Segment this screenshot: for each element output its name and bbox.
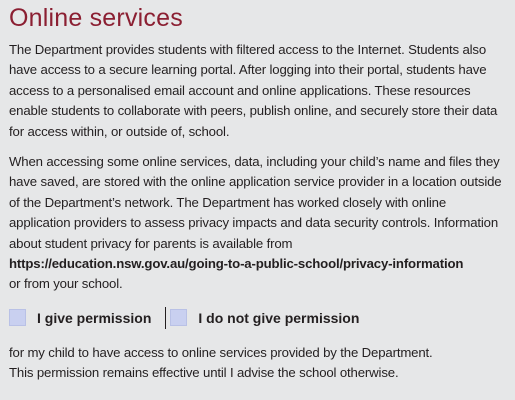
permission-statement-line-1: for my child to have access to online services provided by the Department. [9, 344, 433, 360]
privacy-information-link[interactable]: https://​education.nsw.gov.au/going-to-a-public-school/privacy-information [9, 256, 464, 272]
permission-statement-line-2: This permission remains effective until I advise the school otherwise. [9, 365, 399, 381]
option-divider [165, 307, 166, 329]
privacy-paragraph [9, 152, 506, 295]
privacy-paragraph-text: When accessing some online services, data, including your child’s name and files they have saved, are stored with the online application service provider in a location outside of the Department’s network. The Department has worked closely with online application providers to assess privacy impacts and data security controls. Information about student privacy for parents is available from [9, 154, 502, 251]
permission-options [9, 307, 506, 329]
intro-paragraph: The Department provides students with filtered access to the Internet. Students also have access to a secure learning portal. After logging into their portal, students have access to a personalised email account and online applications. These resources enable students to collaborate with peers, publish online, and securely store their data for access within, or outside of, school. [9, 42, 498, 139]
permission-statement [9, 343, 506, 384]
deny-permission-checkbox[interactable] [170, 309, 187, 326]
privacy-paragraph-tail: or from your school. [9, 276, 123, 292]
give-permission-checkbox[interactable] [9, 309, 26, 326]
give-permission-label: I give permission [37, 309, 152, 326]
deny-permission-label: I do not give permission [198, 309, 360, 326]
section-title: Online services [9, 4, 183, 32]
